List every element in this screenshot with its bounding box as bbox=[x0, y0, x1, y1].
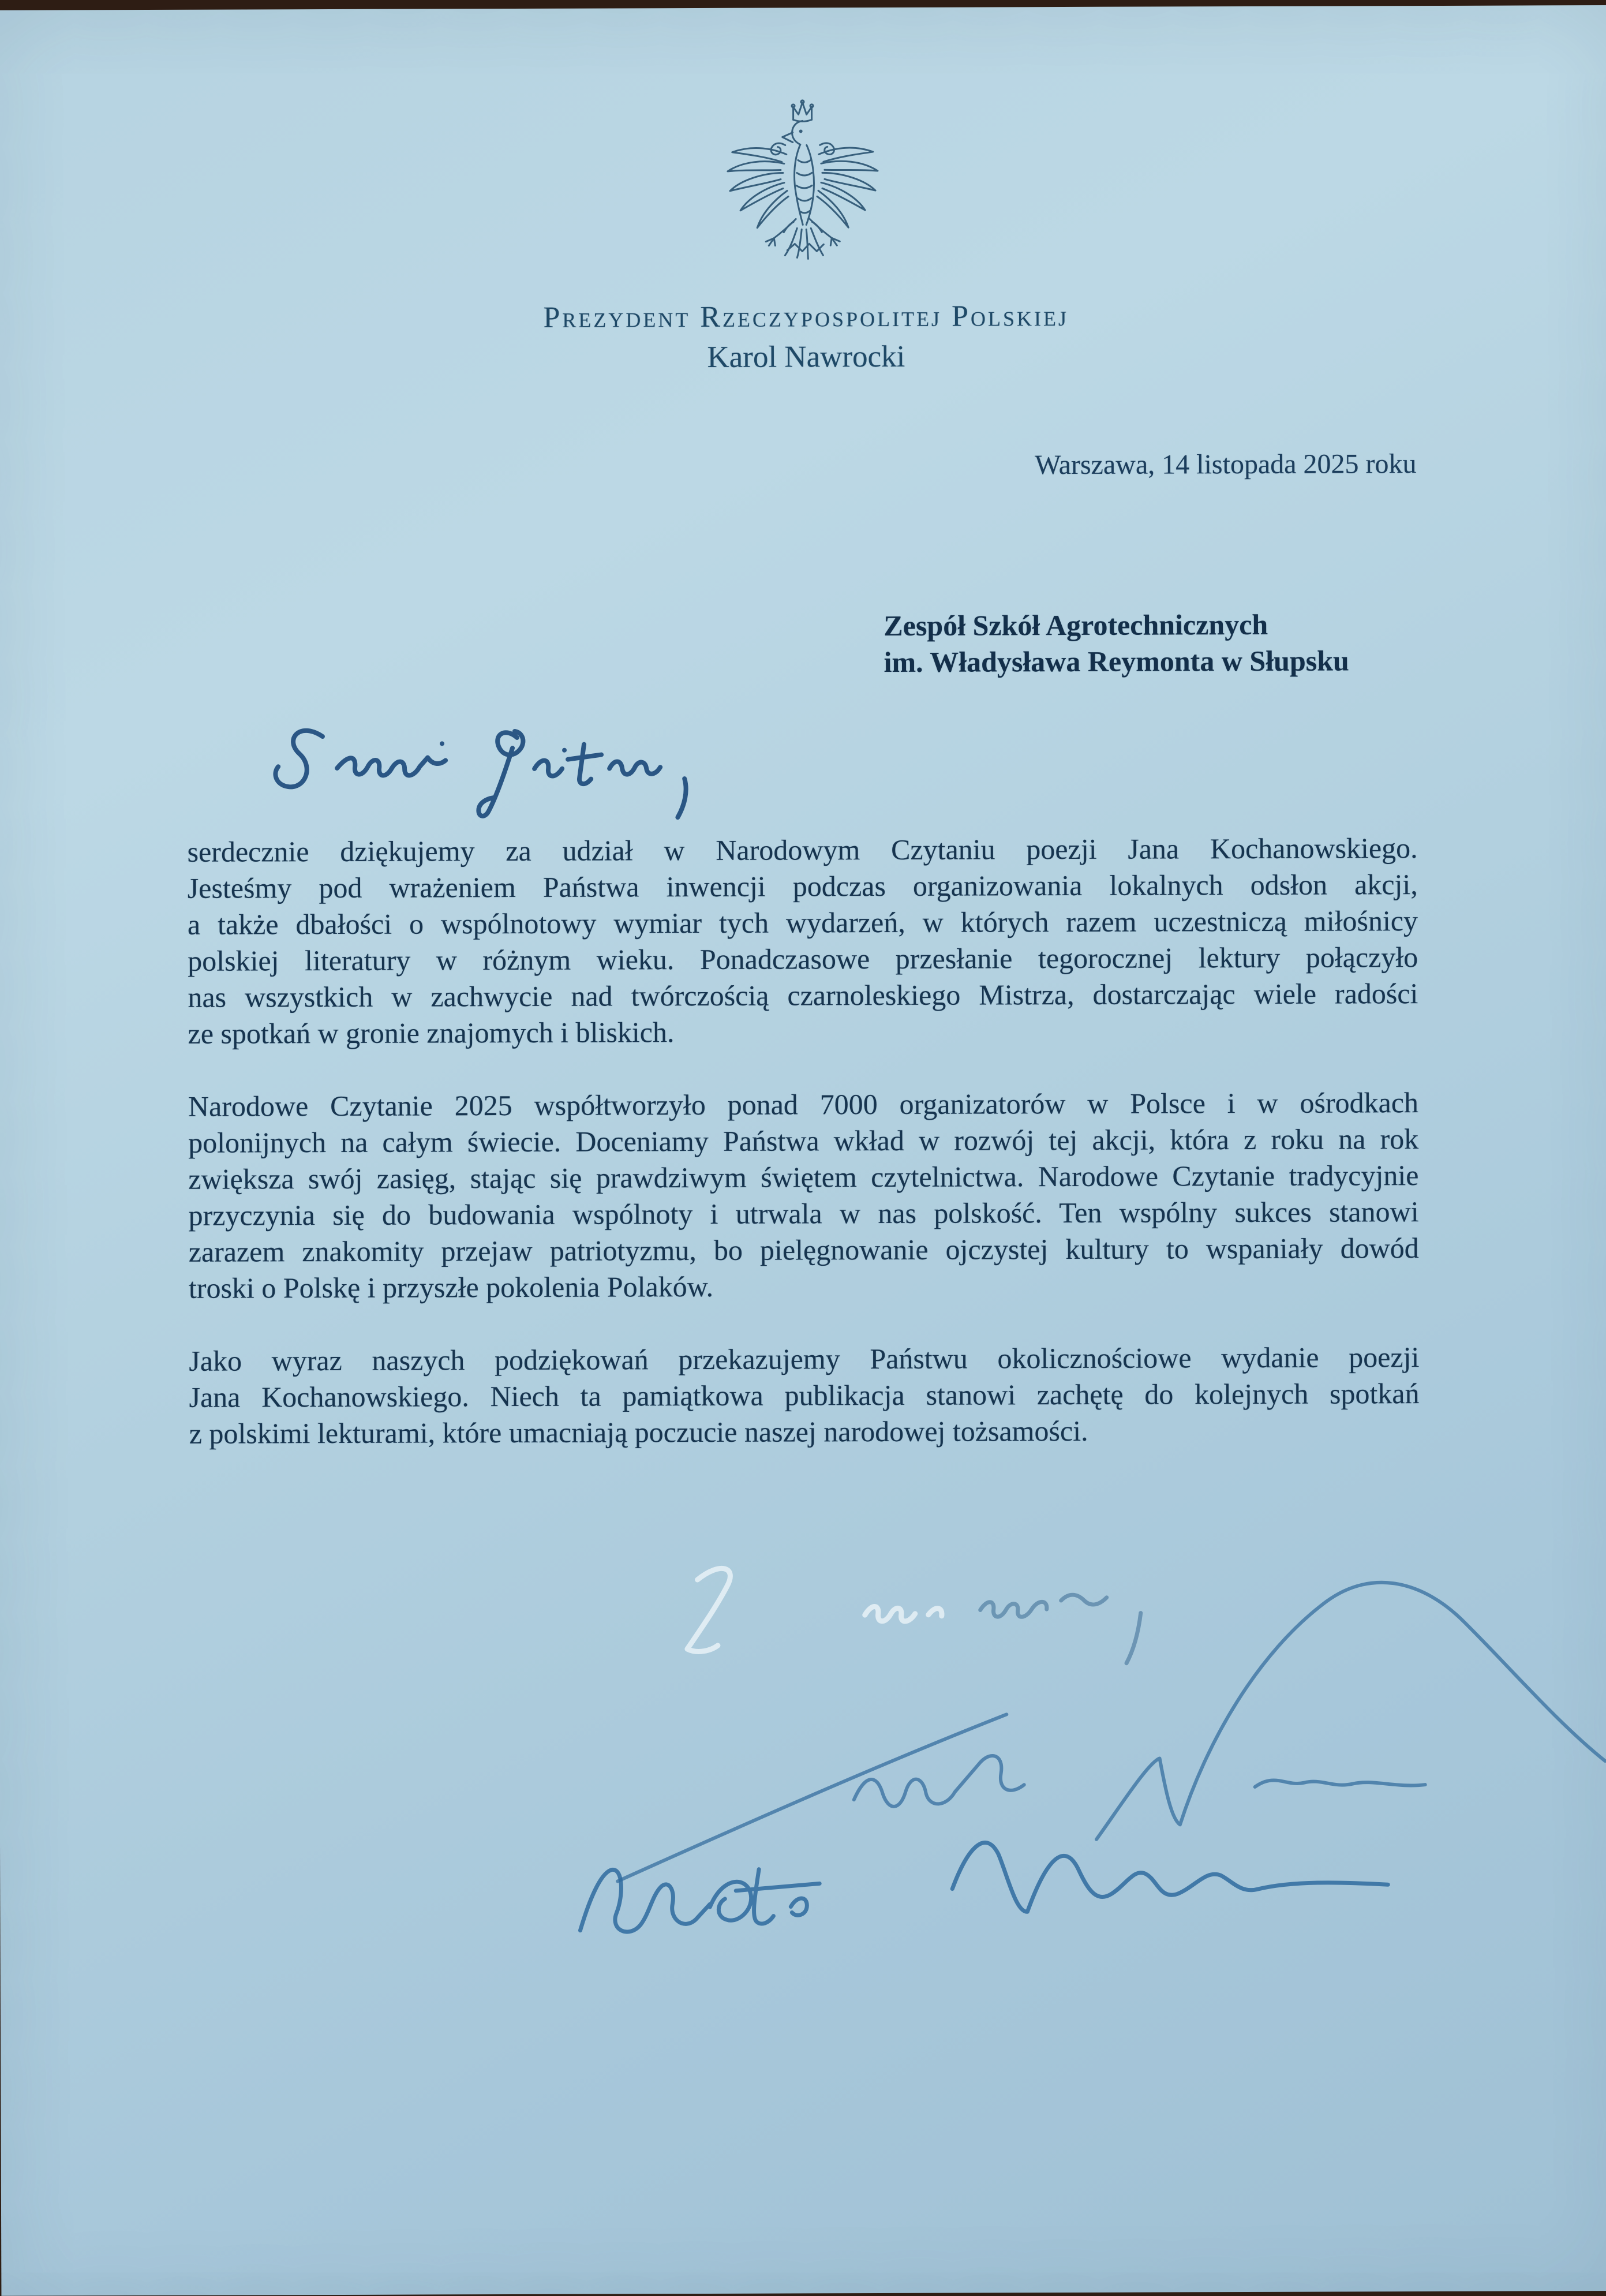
body-line: ze spotkań w gronie znajomych i bliskich. bbox=[188, 1016, 675, 1050]
letterhead-name: Karol Nawrocki bbox=[707, 339, 905, 374]
handwritten-signature-2 bbox=[560, 1812, 1426, 1977]
body-paragraph-1 bbox=[187, 830, 1418, 1052]
addressee-block bbox=[884, 606, 1349, 680]
body-line: troski o Polskę i przyszłe pokolenia Polaków. bbox=[188, 1270, 714, 1304]
addressee-line-1: Zespół Szkół Agrotechnicznych bbox=[884, 608, 1268, 642]
body-line: przyczynia się do budowania wspólnoty i utrwala w nas polskość. Ten wspólny sukces stanowi bbox=[188, 1195, 1419, 1232]
body-line: zwiększa swój zasięg, stając się prawdziwym świętem czytelnictwa. Narodowe Czytanie tradycyjnie bbox=[188, 1159, 1419, 1195]
body-line: serdecznie dziękujemy za udział w Narodowym Czytaniu poezji Jana Kochanowskiego. bbox=[187, 832, 1418, 868]
letter-page bbox=[0, 5, 1606, 2296]
body-line: Jana Kochanowskiego. Niech ta pamiątkowa publikacja stanowi zachętę do kolejnych spotkań bbox=[189, 1377, 1420, 1414]
letterhead-office-title: Prezydent Rzeczypospolitej Polskiej bbox=[543, 299, 1069, 334]
body-line: Jako wyraz naszych podziękowań przekazujemy Państwu okolicznościowe wydanie poezji bbox=[189, 1341, 1420, 1377]
body-line: a także dbałości o wspólnotowy wymiar tych wydarzeń, w których razem uczestniczą miłośnicy bbox=[187, 904, 1418, 941]
body-line: polonijnych na całym świecie. Doceniamy Państwa wkład w rozwój tej akcji, która z roku na rok bbox=[188, 1123, 1419, 1159]
body-line: Narodowe Czytanie 2025 współtworzyło ponad 7000 organizatorów w Polsce i w ośrodkach bbox=[188, 1086, 1419, 1123]
body-line: zarazem znakomity przejaw patriotyzmu, bo pielęgnowanie ojczystej kultury to wspaniały dowód bbox=[188, 1232, 1419, 1268]
body-paragraph-2 bbox=[188, 1085, 1419, 1307]
polish-eagle-emblem-icon bbox=[714, 99, 892, 264]
body-line: nas wszystkich w zachwycie nad twórczością czarnoleskiego Mistrza, dostarczając wiele radości bbox=[188, 977, 1418, 1014]
handwritten-salutation-ink bbox=[268, 703, 799, 849]
body-line: Jesteśmy pod wrażeniem Państwa inwencji podczas organizowania lokalnych odsłon akcji, bbox=[187, 868, 1418, 904]
body-line: z polskimi lekturami, które umacniają poczucie naszej narodowej tożsamości. bbox=[189, 1414, 1088, 1450]
dateline: Warszawa, 14 listopada 2025 roku bbox=[1035, 448, 1417, 481]
addressee-line-2: im. Władysława Reymonta w Słupsku bbox=[884, 644, 1349, 678]
body-paragraph-3 bbox=[189, 1339, 1420, 1452]
body-line: polskiej literatury w różnym wieku. Ponadczasowe przesłanie tegorocznej lektury połączyło bbox=[188, 941, 1418, 977]
letter-body bbox=[187, 830, 1419, 1452]
handwritten-salutation bbox=[268, 703, 799, 849]
